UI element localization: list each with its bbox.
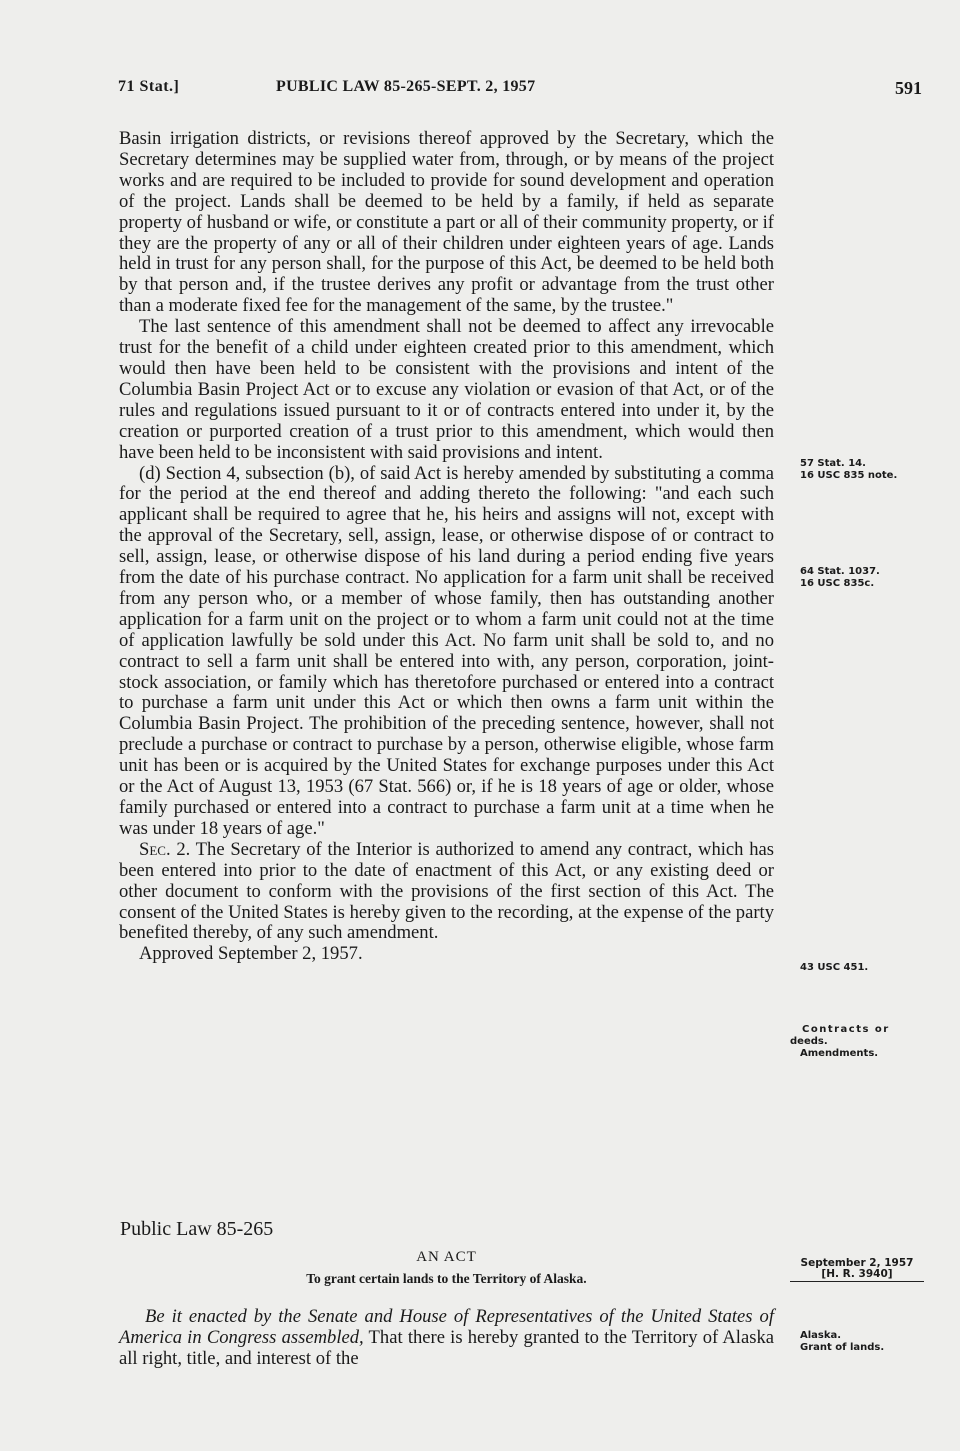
margin-note-43-usc xyxy=(800,962,940,974)
margin-note-line: September 2, 1957 xyxy=(800,1257,914,1269)
header-title: PUBLIC LAW 85-265-SEPT. 2, 1957 xyxy=(276,78,536,95)
enacting-clause xyxy=(119,1307,774,1370)
bill-underline xyxy=(790,1281,924,1282)
body-text xyxy=(119,129,774,965)
margin-note-alaska xyxy=(800,1330,940,1354)
public-law-number: Public Law 85-265 xyxy=(120,1218,274,1240)
approval-line: Approved September 2, 1957. xyxy=(139,943,363,965)
margin-note-line: 64 Stat. 1037. xyxy=(800,566,880,577)
running-header xyxy=(118,78,922,102)
margin-note-line: 57 Stat. 14. xyxy=(800,458,866,469)
paragraph-basin-irrigation: Basin irrigation districts, or revisions thereof approved by the Secretary, which the Secretary determines may be supplied water from, through, or by means of the project works and are required to be included to provide for sound development and operation of the project. Lands shall be deemed to be held by a family, if held as separate property of husband or wife, or constitute a part or all of their community property, or if they are the property of any or all of their children under eighteen years of age. Lands held in trust for any person shall, for the purpose of this Act, be deemed to be held both by that person and, if the trustee derives any profit or advantage from the trust other than a moderate fixed fee for the management of the same, by the trustee." xyxy=(119,128,774,317)
margin-note-line: Contracts or xyxy=(802,1024,890,1035)
margin-note-line: 43 USC 451. xyxy=(800,962,869,973)
margin-note-line: 16 USC 835c. xyxy=(800,578,875,589)
act-subtitle: To grant certain lands to the Territory of Alaska. xyxy=(306,1271,587,1286)
page-number: 591 xyxy=(895,78,922,98)
margin-note-line: 16 USC 835 note. xyxy=(800,470,898,481)
paragraph-last-sentence: The last sentence of this amendment shall not be deemed to affect any irrevocable trust for the benefit of a child under eighteen created prior to this amendment, which would then have been held to be consistent with the provisions and intent of the Columbia Basin Project Act or to excuse any violation or evasion of that Act, or of the rules and regulations issued pursuant to it or of contracts entered into under it, by the creation or purported creation of a trust prior to this amendment, which would then have been held to be inconsistent with said provisions and intent. xyxy=(119,316,774,463)
margin-note-line: [H. R. 3940] xyxy=(821,1268,893,1280)
enacting-formula: Be it enacted by the Senate and House of Representatives of the United States of America in Congress assembled, xyxy=(119,1306,774,1348)
statute-volume: 71 Stat.] xyxy=(118,78,180,95)
margin-note-64-stat xyxy=(800,566,940,590)
margin-note-line: deeds. xyxy=(790,1036,828,1047)
paragraph-section-4-amendment: (d) Section 4, subsection (b), of said Act is hereby amended by substituting a comma for the period at the end thereof and adding thereto the following: "and each such applicant shall be required to agree that he, his heirs and assigns will not, except with the approval of the Secretary, sell, assign, lease, or otherwise dispose of or contract to sell, assign, lease, or otherwise dispose of his land during a period ending five years from the date of his purchase contract. No application for a farm unit shall be received from any person who, or a member of whose family, then has outstanding another application for a farm unit on the project or to whom a farm unit could not at the time of application lawfully be sold under this Act. No farm unit shall be sold to, and no contract to sell a farm unit shall be entered into with, any person, corporation, joint-stock association, or family which has theretofore purchased or entered into a contract to purchase a farm unit under this Act or which then owns a farm unit within the Columbia Basin Project. The prohibition of the preceding sentence, however, shall not preclude a purchase or contract to purchase by a person, otherwise eligible, whose farm unit has been or is acquired by the United States for exchange purposes under this Act or the Act of August 13, 1953 (67 Stat. 566) or, if he is 18 years of age or older, whose family purchased or entered into a contract to purchase a farm unit at a time when he was under 18 years of age." xyxy=(119,462,774,839)
paragraph-sec-2 xyxy=(119,840,774,945)
section-label: Sec. 2. xyxy=(139,838,191,860)
margin-note-bill-date xyxy=(790,1258,924,1280)
margin-note-line: Grant of lands. xyxy=(800,1342,885,1353)
enacting-text: That there is hereby granted to the Territory of Alaska all right, title, and interest of the xyxy=(119,1326,774,1369)
act-title: AN ACT xyxy=(416,1249,477,1265)
sec-2-text: The Secretary of the Interior is authorized to amend any contract, which has been entered into prior to the date of enactment of this Act, or any existing deed or other document to conform with the provisions of the first section of this Act. The consent of the United States is hereby given to the recording, at the expense of the party benefited thereby, of any such amendment. xyxy=(119,838,774,944)
margin-note-57-stat xyxy=(800,458,940,482)
margin-note-line: Amendments. xyxy=(800,1048,879,1059)
margin-note-line: Alaska. xyxy=(800,1330,842,1341)
margin-note-contracts xyxy=(790,1024,930,1060)
